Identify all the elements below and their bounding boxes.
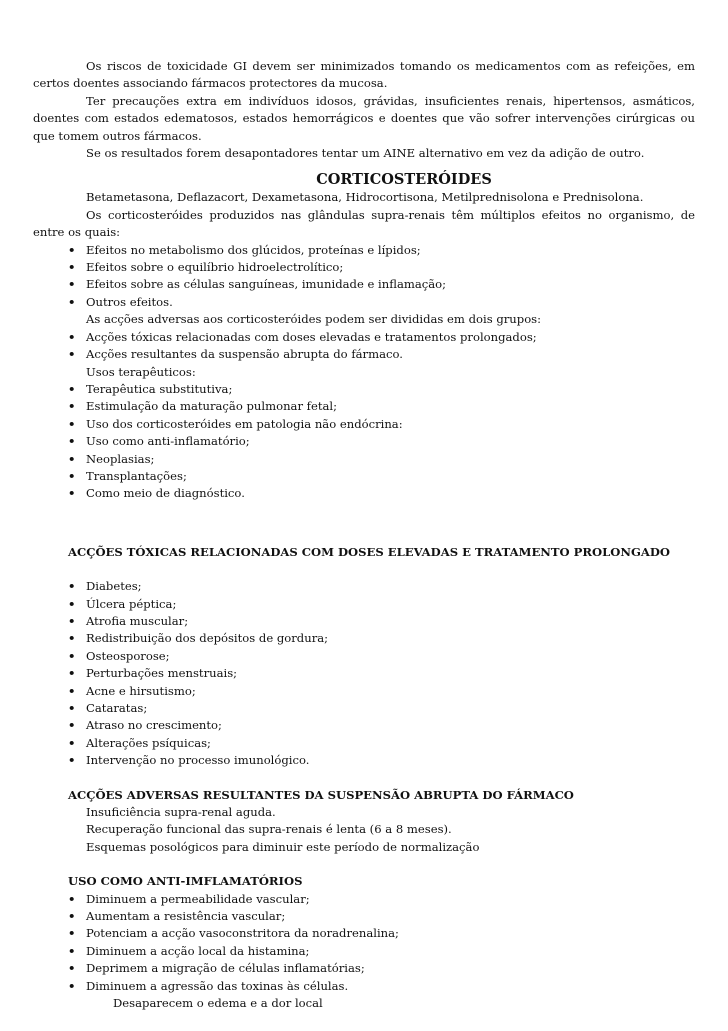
list-item: • Efeitos sobre o equilíbrio hidroelectrolítico; (33, 259, 695, 276)
adverse-groups-list (33, 329, 695, 364)
uses-list (33, 381, 695, 503)
effects-list (33, 242, 695, 312)
withdrawal-line: Insuficiência supra-renal aguda. (86, 805, 276, 820)
list-item: • Úlcera péptica; (33, 596, 695, 613)
list-item: • Acções tóxicas relacionadas com doses elevadas e tratamentos prolongados; (33, 329, 695, 346)
list-item: • Diminuem a acção local da histamina; (33, 943, 695, 960)
anti-inflammatory-list (33, 891, 695, 995)
list-item: • Acne e hirsutismo; (33, 683, 695, 700)
list-item: • Perturbações menstruais; (33, 665, 695, 682)
section-title-corticosteroides: CORTICOSTERÓIDES (316, 171, 492, 189)
withdrawal-heading: ACÇÕES ADVERSAS RESULTANTES DA SUSPENSÃO ABRUPTA DO FÁRMACO (68, 787, 574, 802)
adverse-intro: As acções adversas aos corticosteróides podem ser divididas em dois grupos: (86, 312, 542, 327)
withdrawal-line: Recuperação funcional das supra-renais é lenta (6 a 8 meses). (86, 822, 452, 837)
list-item: • Osteosporose; (33, 648, 695, 665)
uses-intro: Usos terapêuticos: (86, 364, 196, 379)
list-item: • Deprimem a migração de células inflamatórias; (33, 960, 695, 977)
list-item: • Potenciam a acção vasoconstritora da noradrenalina; (33, 925, 695, 942)
list-item: • Diminuem a permeabilidade vascular; (33, 891, 695, 908)
list-item: • Alterações psíquicas; (33, 735, 695, 752)
list-item: • Cataratas; (33, 700, 695, 717)
list-item: • Intervenção no processo imunológico. (33, 752, 695, 769)
list-item: • Estimulação da maturação pulmonar fetal; (33, 398, 695, 415)
list-item: • Acções resultantes da suspensão abrupta do fármaco. (33, 346, 695, 363)
anti-inflammatory-conclusion: Desaparecem o edema e a dor local (113, 996, 323, 1011)
list-item: • Uso como anti-inflamatório; (33, 433, 695, 450)
list-item: • Transplantações; (33, 468, 695, 485)
intro-paragraph-3: Se os resultados forem desapontadores tentar um AINE alternativo em vez da adição de outro. (86, 146, 645, 161)
list-item: • Efeitos sobre as células sanguíneas, imunidade e inflamação; (33, 276, 695, 293)
list-item: • Atraso no crescimento; (33, 717, 695, 734)
list-item: • Neoplasias; (33, 451, 695, 468)
withdrawal-line: Esquemas posológicos para diminuir este período de normalização (86, 839, 480, 854)
anti-inflammatory-heading: USO COMO ANTI-IMFLAMATÓRIOS (68, 874, 303, 889)
intro-paragraph-2: Ter precauções extra em indivíduos idosos, grávidas, insuficientes renais, hipertensos, asmáticos, doentes com estados edematosos, estados hemorrágicos e doentes que vão sofrer intervenções cirúrgicas ou que tomem outros fármacos. (33, 93, 695, 143)
document-page (33, 58, 695, 1013)
toxic-actions-heading: ACÇÕES TÓXICAS RELACIONADAS COM DOSES ELEVADAS E TRATAMENTO PROLONGADO (68, 544, 670, 559)
list-item: • Terapêutica substitutiva; (33, 381, 695, 398)
list-item: • Uso dos corticosteróides em patologia não endócrina: (33, 416, 695, 433)
drug-list-text: Betametasona, Deflazacort, Dexametasona, Hidrocortisona, Metilprednisolona e Prednisolona. (86, 190, 644, 205)
list-item: • Aumentam a resistência vascular; (33, 908, 695, 925)
list-item: • Diabetes; (33, 578, 695, 595)
list-item: • Diminuem a agressão das toxinas às células. (33, 978, 695, 995)
cortico-intro: Os corticosteróides produzidos nas glândulas supra-renais têm múltiplos efeitos no organismo, de entre os quais: (33, 207, 695, 240)
toxic-actions-list (33, 578, 695, 769)
intro-paragraph-1: Os riscos de toxicidade GI devem ser minimizados tomando os medicamentos com as refeições, em certos doentes associando fármacos protectores da mucosa. (33, 59, 695, 91)
list-item: • Outros efeitos. (33, 294, 695, 311)
list-item: • Atrofia muscular; (33, 613, 695, 630)
list-item: • Como meio de diagnóstico. (33, 485, 695, 502)
list-item: • Efeitos no metabolismo dos glúcidos, proteínas e lípidos; (33, 242, 695, 259)
list-item: • Redistribuição dos depósitos de gordura; (33, 630, 695, 647)
